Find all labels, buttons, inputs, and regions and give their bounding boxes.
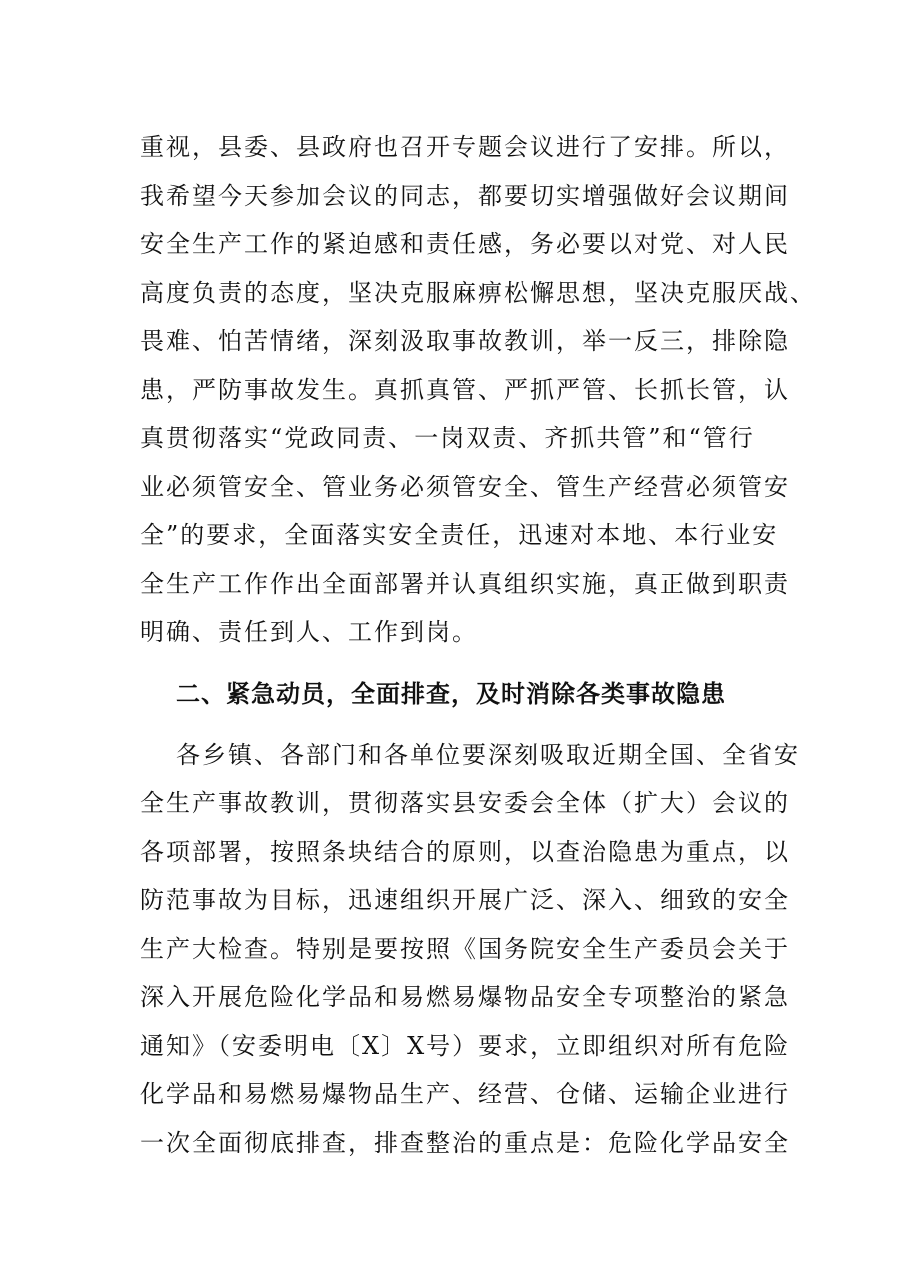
text-line: 明确、责任到人、工作到岗。 [140,618,478,646]
text-line: 重视，县委、县政府也召开专题会议进行了安排。所以， [140,133,790,161]
paragraph-gap [140,657,770,670]
text-line: 深入开展危险化学品和易燃易爆物品安全专项整治的紧急 [140,983,790,1011]
text-line: 高度负责的态度，坚决克服麻痹松懈思想，坚决克服厌战、 [140,278,816,307]
paragraph-1 [140,123,816,657]
text-line: 化学品和易燃易爆物品生产、经营、仓储、运输企业进行 [140,1080,790,1108]
paragraph-gap [140,718,770,731]
document-body [140,123,816,1167]
text-line: 防范事故为目标，迅速组织开展广泛、深入、细致的安全 [140,886,790,914]
paragraph-2 [140,731,800,1168]
text-line: 生产大检查。特别是要按照《国务院安全生产委员会关于 [140,934,790,963]
text-line: 患，严防事故发生。真抓真管、严抓严管、长抓长管，认 [140,375,790,404]
text-line: 业必须管安全、管业务必须管安全、管生产经营必须管安 [140,472,790,501]
text-line: 全生产事故教训，贯彻落实县安委会全体（扩大）会议的 [140,789,790,817]
section-heading: 二、紧急动员，全面排查，及时消除各类事故隐患 [176,679,726,708]
text-line: 真贯彻落实“党政同责、一岗双责、齐抓共管”和“管行 [140,424,755,452]
text-line: 各项部署，按照条块结合的原则，以查治隐患为重点，以 [140,837,790,866]
text-line: 畏难、怕苦情绪，深刻汲取事故教训，举一反三，排除隐 [140,327,790,355]
text-line: 我希望今天参加会议的同志，都要切实增强做好会议期间 [140,181,790,210]
text-line: 一次全面彻底排查，排查整治的重点是：危险化学品安全 [140,1128,790,1157]
text-line: 全”的要求，全面落实安全责任，迅速对本地、本行业安 [140,521,779,549]
text-line: 通知》（安委明电〔X〕X号）要求，立即组织对所有危险 [140,1031,791,1060]
text-line: 安全生产工作的紧迫感和责任感，务必要以对党、对人民 [140,230,790,258]
text-line: 全生产工作作出全面部署并认真组织实施，真正做到职责 [140,569,790,598]
text-line: 各乡镇、各部门和各单位要深刻吸取近期全国、全省安 [176,740,800,769]
